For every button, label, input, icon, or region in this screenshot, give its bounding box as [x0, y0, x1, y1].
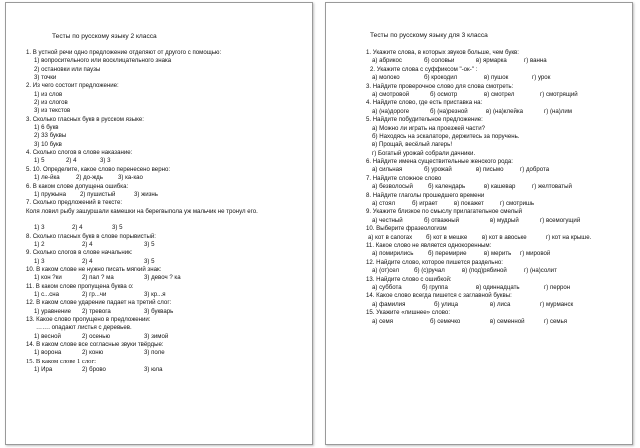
answer-option: 1) 3: [34, 224, 45, 232]
question-line: [366, 301, 632, 309]
question-line: [26, 49, 308, 57]
answer-option: а) кот в сапогах: [368, 233, 413, 241]
question-line: [26, 116, 308, 124]
answer-option: б) кот в мешке: [426, 233, 468, 241]
answer-option: г) семья: [544, 317, 568, 325]
question-line: [366, 192, 632, 200]
question-line: [26, 57, 308, 65]
question-line: [26, 266, 308, 274]
answer-option: б) улица: [434, 300, 458, 308]
answer-option: а) (на)дороге: [372, 107, 410, 115]
line-text: 11. В каком слове пропущена буква о:: [26, 282, 134, 290]
question-line: [366, 91, 632, 99]
question-line: [26, 157, 308, 165]
line-text: 14. В каком слове все согласные звуки твёрдые:: [26, 341, 164, 349]
answer-option: 3) жизнь: [134, 190, 158, 198]
question-line: [26, 333, 308, 341]
line-text: 2) остановки или паузы: [34, 65, 101, 73]
answer-option: 1) Ира: [34, 366, 53, 374]
question-line: [366, 74, 632, 82]
answer-option: в) смотрел: [484, 90, 515, 98]
line-text: 13. Найдите слово с ошибкой:: [366, 275, 452, 283]
line-text: 8. Найдите глаголы прошедшего времени: [366, 191, 485, 199]
question-line: [26, 107, 308, 115]
line-text: 2. Укажите слова с суффиксом "-ок-" :: [370, 65, 478, 73]
line-text: 7. Сколько предложений в тексте:: [26, 199, 123, 207]
line-text: 13. Какое слово пропущено в предложении:: [26, 316, 151, 323]
answer-option: 3) ка-као: [118, 174, 143, 182]
answer-option: 3) зимой: [144, 332, 169, 340]
answer-option: б) отважный: [424, 216, 460, 224]
line-text: а) Можно ли играть на проезжей части?: [372, 124, 486, 132]
answer-option: г) ванна: [524, 57, 547, 65]
question-line: [26, 283, 308, 291]
answer-option: г) мировой: [520, 250, 551, 258]
question-line: [26, 91, 308, 99]
question-line: [26, 291, 308, 299]
answer-option: б) крокодил: [424, 74, 458, 82]
line-text: 15. В каком слове 1 слог:: [26, 357, 96, 365]
line-text: 2) из слогов: [34, 99, 68, 107]
line-text: 6. В каком слове допущена ошибка:: [26, 182, 129, 190]
question-line: [26, 349, 308, 357]
line-text: 3) точки: [34, 74, 57, 82]
question-line: [26, 132, 308, 140]
answer-option: в) одиннадцать: [476, 283, 520, 291]
line-text: 10. Выберите фразеологизм: [366, 225, 447, 233]
answer-option: б) соловьи: [424, 57, 455, 65]
answer-option: а) (от)сел: [372, 267, 400, 275]
line-text: 7. Найдите сложное слово: [366, 174, 442, 182]
line-text: 2) 33 буквы: [34, 132, 67, 140]
question-line: [26, 124, 308, 132]
question-line: [366, 318, 632, 326]
question-line: [366, 225, 632, 233]
answer-option: в) кот в авоське: [482, 233, 527, 241]
answer-option: 1) пружына: [34, 190, 67, 198]
answer-option: в) семенной: [490, 317, 525, 325]
question-line: [26, 183, 308, 191]
answer-option: 3) 5: [112, 224, 123, 232]
answer-option: 3) кр...я: [144, 290, 166, 298]
question-line: [366, 183, 632, 191]
question-line: [366, 108, 632, 116]
question-line: [366, 83, 632, 91]
question-line: [366, 309, 632, 317]
question-line: [366, 208, 632, 216]
question-line: [26, 74, 308, 82]
answer-option: а) помирились: [372, 250, 414, 258]
question-line: [366, 66, 632, 74]
answer-option: в) мудрый: [490, 216, 519, 224]
answer-option: 2) 4: [82, 257, 93, 265]
question-list: [26, 49, 308, 374]
line-text: 3) из текстов: [34, 107, 71, 115]
line-text: 14. Какое слово всегда пишется с заглавной буквы:: [366, 292, 512, 300]
answer-option: 1) 5: [34, 157, 45, 165]
answer-option: б) (с)ручал: [414, 267, 445, 275]
answer-option: в) кашевар: [484, 183, 516, 191]
answer-option: а) честный: [372, 216, 403, 224]
question-line: [26, 299, 308, 307]
answer-option: б) семечко: [430, 317, 461, 325]
answer-option: а) абрикос: [372, 57, 402, 65]
line-text: 1. Укажите слова, в которых звуков больше, чем букв:: [366, 49, 519, 56]
line-text: 1. В устной речи одно предложение отделяют от другого с помощью:: [26, 49, 222, 56]
line-text: 3. Найдите проверочное слово для слова смотреть:: [366, 82, 514, 90]
question-line: [366, 133, 632, 141]
line-text: 8. Сколько гласных букв в слове порывистый:: [26, 232, 156, 240]
page-title: Тесты по русскому языку для 3 класса: [370, 32, 488, 39]
line-text: Коля ловил рыбу зашуршали камешки на берегвыпола уж мальчик не тронул его.: [26, 207, 258, 215]
answer-option: 2) коню: [82, 349, 104, 357]
question-list: [366, 49, 632, 326]
answer-option: в) (под)рябиной: [462, 267, 507, 275]
answer-option: 2) брово: [82, 366, 106, 374]
question-line: [366, 158, 632, 166]
answer-option: в) пушок: [484, 74, 509, 82]
question-line: [366, 242, 632, 250]
answer-option: а) семя: [372, 317, 394, 325]
line-text: 4. Сколько слогов в слове наказание:: [26, 149, 133, 157]
question-line: [366, 250, 632, 258]
line-text: 1) вопросительного или восклицательного знака: [34, 57, 172, 65]
question-line: [26, 274, 308, 282]
answer-option: а) фамилия: [372, 300, 406, 308]
answer-option: б) играет: [412, 200, 438, 208]
answer-option: г) (на)лим: [544, 107, 572, 115]
question-line: [26, 191, 308, 199]
answer-option: 2) 4: [72, 224, 83, 232]
question-line: [366, 125, 632, 133]
question-line: [26, 208, 308, 216]
answer-option: а) стоял: [372, 200, 396, 208]
line-text: в) Прощай, весёлый лагерь!: [372, 141, 453, 149]
question-line: [26, 241, 308, 249]
answer-option: 1) ворона: [34, 349, 62, 357]
question-line: [26, 199, 308, 207]
answer-option: 2) пал ? ма: [82, 274, 114, 282]
answer-option: в) мерить: [484, 250, 512, 258]
line-text: 11. Какое слово не является однокоренным:: [366, 241, 492, 249]
answer-option: г) мурманск: [540, 300, 574, 308]
question-line: [26, 358, 308, 366]
answer-option: г) доброта: [520, 166, 550, 174]
answer-option: 1) уравнение: [34, 307, 72, 315]
answer-option: б) перемирие: [428, 250, 467, 258]
answer-option: 3) поле: [144, 349, 165, 357]
question-line: [366, 166, 632, 174]
question-line: [26, 174, 308, 182]
answer-option: 2) гр...чи: [82, 290, 107, 298]
question-line: [366, 234, 632, 242]
line-text: 10. В каком слове не нужно писать мягкий знак:: [26, 265, 162, 273]
answer-option: а) суббота: [372, 283, 402, 291]
question-line: [366, 49, 632, 57]
question-line: [26, 149, 308, 157]
question-line: [366, 116, 632, 124]
line-text: 5. 10. Определите, какое слово перенесено верно:: [26, 165, 171, 173]
answer-option: 3) букварь: [144, 307, 174, 315]
answer-option: б) (на)резной: [430, 107, 468, 115]
answer-option: 2) осенью: [82, 332, 111, 340]
question-line: [26, 216, 308, 224]
answer-option: г) перрон: [544, 283, 571, 291]
line-text: 3) 10 букв: [34, 140, 62, 148]
left-test-page: [5, 2, 313, 445]
question-line: [26, 141, 308, 149]
line-text: 2. Из чего состоит предложение:: [26, 82, 119, 90]
answer-option: б) осмотр: [430, 90, 458, 98]
line-text: 4. Найдите слово, где есть приставка на:: [366, 99, 483, 107]
answer-option: а) смотровой: [372, 90, 410, 98]
answer-option: в) письмо: [476, 166, 504, 174]
question-line: [26, 224, 308, 232]
answer-option: 1) с...сна: [34, 290, 60, 298]
answer-option: г) всемогущий: [540, 216, 581, 224]
question-line: [26, 258, 308, 266]
line-text: б) Находясь на эскалаторе, держитесь за поручень.: [372, 132, 520, 140]
answer-option: 3) 3: [100, 157, 111, 165]
answer-option: г) (на)солит: [524, 267, 557, 275]
answer-option: г) смотрящий: [540, 90, 578, 98]
question-line: [366, 259, 632, 267]
answer-option: а) молоко: [372, 74, 400, 82]
line-text: 5. Найдите побудительное предложение:: [366, 116, 483, 124]
answer-option: б) урожай: [424, 166, 452, 174]
answer-option: 3) юла: [144, 366, 163, 374]
question-line: [366, 276, 632, 284]
line-text: 6. Найдите имена существительные женского рода:: [366, 158, 513, 166]
answer-option: 3) девоч ? ка: [144, 274, 181, 282]
answer-option: г) урок: [532, 74, 551, 82]
line-text: 1) 6 букв: [34, 124, 59, 132]
answer-option: 2) 4: [82, 240, 93, 248]
line-text: 1) из слов: [34, 90, 63, 98]
question-line: [366, 217, 632, 225]
answer-option: г) желтоватый: [532, 183, 572, 191]
question-line: [366, 292, 632, 300]
line-text: г) Богатый урожай собрали дачники.: [372, 149, 476, 157]
line-text: 12. Найдите слово, которое пишется раздельно:: [366, 258, 503, 266]
answer-option: 3) 5: [144, 240, 155, 248]
question-line: [26, 366, 308, 374]
answer-option: 1) 3: [34, 257, 45, 265]
answer-option: 2) до-ждь: [76, 174, 103, 182]
answer-option: а) сильная: [372, 166, 403, 174]
answer-option: г) кот на крыше.: [546, 233, 592, 241]
question-line: [26, 341, 308, 349]
answer-option: в) лиса: [490, 300, 511, 308]
right-test-page: [325, 2, 633, 445]
question-line: [366, 150, 632, 158]
answer-option: 2) 4: [66, 157, 77, 165]
question-line: [366, 175, 632, 183]
question-line: [26, 249, 308, 257]
question-line: [26, 233, 308, 241]
answer-option: 3) 5: [144, 257, 155, 265]
answer-option: б) календарь: [428, 183, 466, 191]
question-line: [366, 200, 632, 208]
question-line: [26, 82, 308, 90]
answer-option: 2) пушистый: [80, 190, 116, 198]
question-line: [26, 324, 308, 332]
answer-option: 2) тревога: [82, 307, 111, 315]
line-text: 9. Укажите близкое по смыслу прилагательное смелый: [366, 208, 522, 216]
question-line: [26, 166, 308, 174]
answer-option: в) ярмарка: [476, 57, 507, 65]
line-text: ……. опадают листья с деревьев.: [36, 324, 132, 332]
answer-option: 1) весной: [34, 332, 61, 340]
page-title: Тесты по русскому языку 2 класса: [52, 33, 157, 40]
question-line: [366, 99, 632, 107]
answer-option: 1) 2: [34, 240, 45, 248]
question-line: [26, 99, 308, 107]
answer-option: б) грyппа: [422, 283, 448, 291]
question-line: [26, 316, 308, 324]
question-line: [26, 308, 308, 316]
answer-option: в) покажет: [454, 200, 484, 208]
line-text: 12. В каком слове ударение падает на третий слог:: [26, 299, 172, 307]
question-line: [366, 267, 632, 275]
line-text: 3. Сколько гласных букв в русском языке:: [26, 115, 144, 123]
answer-option: а) безволосый: [372, 183, 413, 191]
answer-option: г) смотришь: [500, 200, 535, 208]
question-line: [26, 66, 308, 74]
line-text: 9. Сколько слогов в слове начальник:: [26, 249, 133, 257]
question-line: [366, 284, 632, 292]
answer-option: 1) кон ?ки: [34, 274, 62, 282]
answer-option: 1) ле-йка: [34, 174, 60, 182]
question-line: [366, 141, 632, 149]
line-text: 15. Укажите «лишнее» слово:: [366, 309, 451, 317]
answer-option: в) (на)клейка: [486, 107, 524, 115]
question-line: [366, 57, 632, 65]
